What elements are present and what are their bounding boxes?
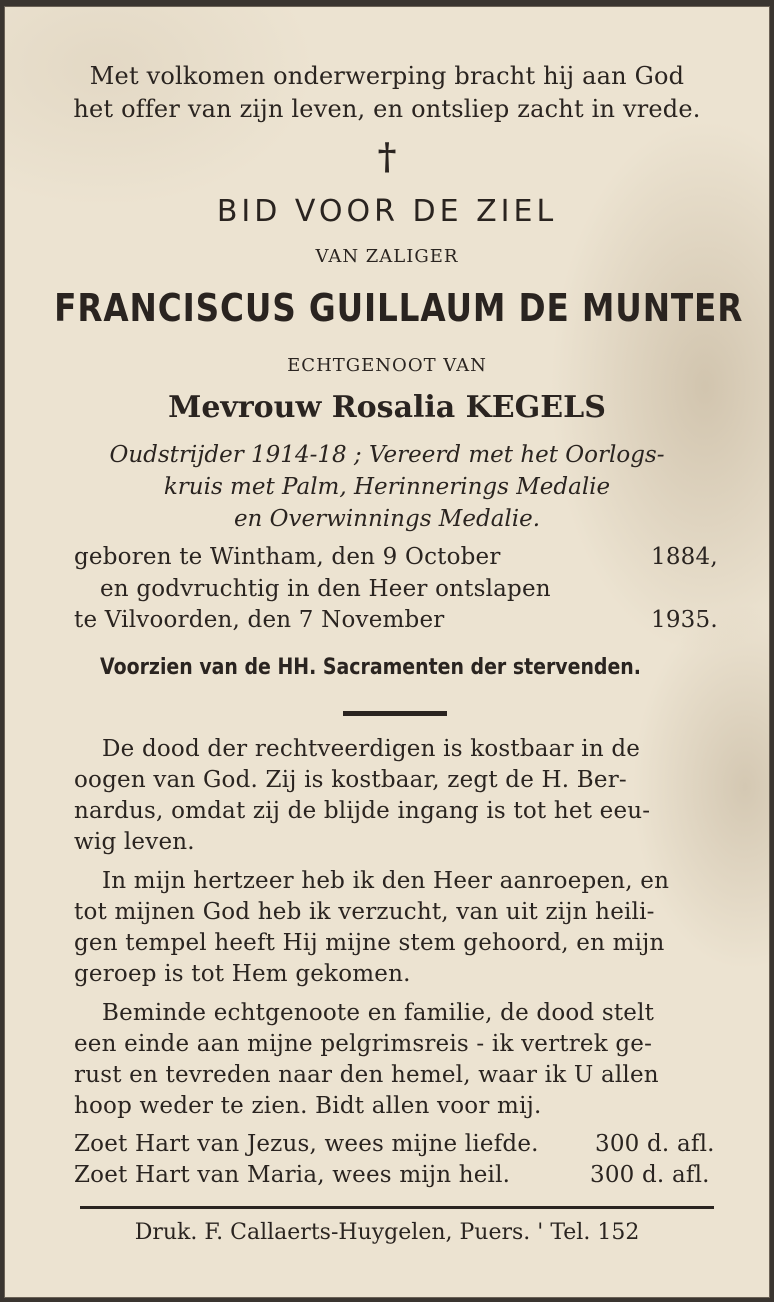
paragraph1-line-1: De dood der rechtveerdigen is kostbaar in de [102,736,641,762]
paragraph3-line-1: Beminde echtgenoote en familie, de dood stelt [102,1000,655,1026]
pray-heading: BID VOOR DE ZIEL [216,194,558,229]
honors-line-3: en Overwinnings Medalie. [233,506,541,532]
paragraph2-line-2: tot mijnen God heb ik verzucht, van uit zijn heili- [74,899,655,925]
paragraph3-line-3: rust en tevreden naar den hemel, waar ik U allen [74,1062,659,1088]
spouse-name: Mevrouw Rosalia KEGELS [168,390,606,425]
divider [343,711,447,716]
prayer-maria-indulgence: 300 d. afl. [590,1162,710,1188]
paragraph1-line-2: oogen van God. Zij is kostbaar, zegt de H. Ber- [74,767,627,793]
paragraph1-line-4: wig leven. [74,829,195,855]
prayer-jezus-indulgence: 300 d. afl. [595,1131,715,1157]
place-text: te Vilvoorden, den 7 November [74,607,445,633]
honors-line-2: kruis met Palm, Herinnerings Medalie [163,474,611,500]
prayer-jezus: Zoet Hart van Jezus, wees mijne liefde. [74,1131,539,1157]
born-year: 1884, [651,544,718,570]
van-zaliger-label: VAN ZALIGER [315,246,459,267]
footer-rule [80,1206,714,1209]
sacraments-line: Voorzien van de HH. Sacramenten der stervenden. [100,655,641,680]
paragraph3-line-4: hoop weder te zien. Bidt allen voor mij. [74,1093,542,1119]
prayer-maria: Zoet Hart van Maria, wees mijn heil. [74,1162,511,1188]
paragraph1-line-3: nardus, omdat zij de blijde ingang is tot het eeu- [74,798,651,824]
paragraph2-line-1: In mijn hertzeer heb ik den Heer aanroepen, en [102,868,670,894]
paragraph3-line-2: een einde aan mijne pelgrimsreis - ik vertrek ge- [74,1031,653,1057]
printer-credit: Druk. F. Callaerts-Huygelen, Puers. ' Tel. 152 [134,1220,640,1245]
died-year: 1935. [651,607,718,633]
honors-line-1: Oudstrijder 1914-18 ; Vereerd met het Oorlogs- [109,442,665,468]
intro-line-2: het offer van zijn leven, en ontsliep zacht in vrede. [73,95,701,123]
died-text: en godvruchtig in den Heer ontslapen [100,576,551,602]
deceased-name: FRANCISCUS GUILLAUM DE MUNTER [54,286,744,330]
born-text: geboren te Wintham, den 9 October [74,544,501,570]
paragraph2-line-4: geroep is tot Hem gekomen. [74,961,411,987]
paragraph2-line-3: gen tempel heeft Hij mijne stem gehoord, en mijn [74,930,665,956]
cross-icon: † [377,136,397,178]
spouse-label: ECHTGENOOT VAN [287,355,487,376]
intro-line-1: Met volkomen onderwerping bracht hij aan God [89,62,685,90]
